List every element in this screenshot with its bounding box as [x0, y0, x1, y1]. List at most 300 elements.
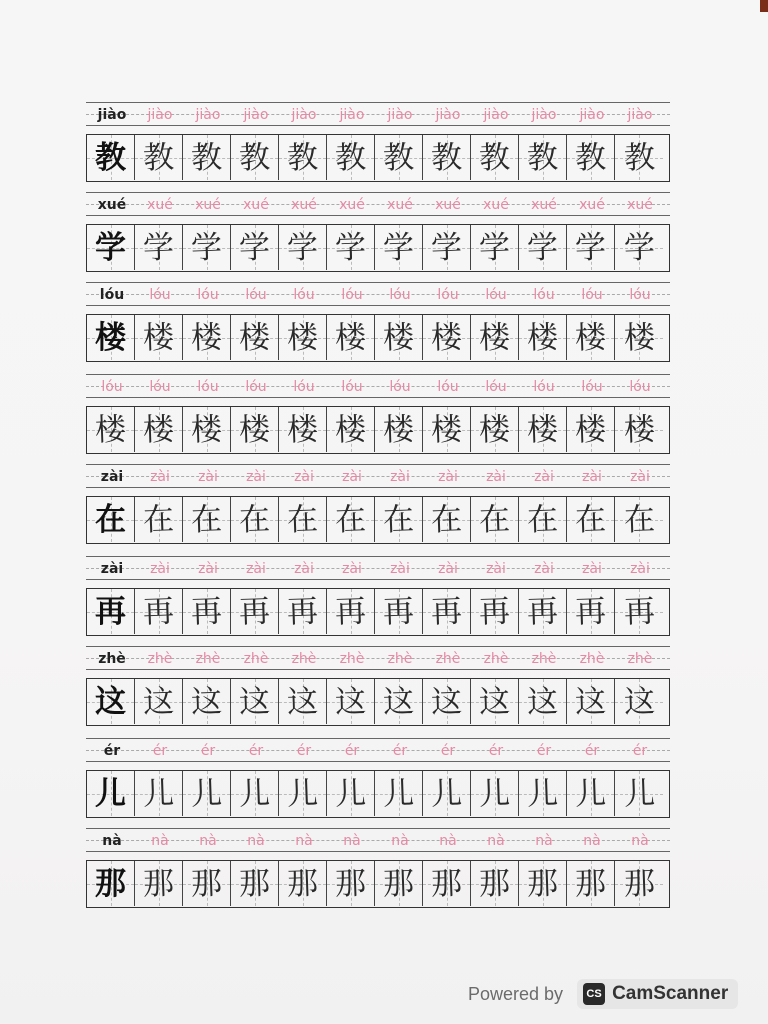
pinyin-trace: jiào — [483, 107, 509, 123]
handwritten-character: 再 — [286, 592, 319, 631]
pinyin-trace: jiào — [147, 107, 173, 123]
handwritten-character: 儿 — [190, 774, 223, 813]
character-cell — [231, 589, 279, 634]
pinyin-trace: jiào — [195, 107, 221, 123]
pinyin-trace: lóu — [629, 379, 651, 395]
character-cell — [615, 679, 663, 724]
handwritten-character: 这 — [382, 682, 415, 721]
character-cell — [135, 135, 183, 180]
pinyin-band — [86, 192, 670, 216]
character-cell — [87, 589, 135, 634]
character-cell — [87, 497, 135, 542]
handwritten-character: 在 — [238, 500, 271, 539]
character-grid — [86, 406, 670, 454]
handwritten-character: 楼 — [334, 318, 367, 357]
character-cell — [183, 407, 231, 452]
pinyin-trace: zhè — [435, 651, 461, 667]
model-character: 在 — [95, 501, 126, 538]
pinyin-trace: zhè — [387, 651, 413, 667]
handwritten-character: 那 — [622, 864, 656, 903]
scanner-watermark — [468, 976, 738, 1012]
handwritten-character: 这 — [478, 682, 511, 721]
character-cell — [471, 771, 519, 816]
handwritten-character: 教 — [238, 138, 271, 177]
pinyin-model: jiào — [97, 107, 127, 123]
handwritten-character: 再 — [142, 592, 175, 631]
character-cell — [327, 315, 375, 360]
handwritten-character: 再 — [238, 592, 271, 631]
model-character: 那 — [95, 865, 126, 902]
character-cell — [519, 407, 567, 452]
pinyin-model: ér — [103, 743, 121, 759]
character-cell — [327, 407, 375, 452]
handwritten-character: 那 — [190, 864, 223, 903]
handwritten-character: 在 — [622, 500, 656, 539]
handwritten-character: 儿 — [334, 774, 367, 813]
character-cell — [87, 225, 135, 270]
character-cell — [567, 315, 615, 360]
character-cell — [231, 225, 279, 270]
handwritten-character: 教 — [622, 138, 656, 177]
character-grid — [86, 496, 670, 544]
character-cell — [567, 135, 615, 180]
character-cell — [423, 679, 471, 724]
character-cell — [135, 225, 183, 270]
character-cell — [567, 589, 615, 634]
pinyin-trace: lóu — [437, 379, 459, 395]
handwritten-character: 再 — [526, 592, 559, 631]
handwritten-character: 学 — [526, 228, 559, 267]
handwritten-character: 这 — [286, 682, 319, 721]
character-cell — [375, 315, 423, 360]
pinyin-trace: zài — [342, 469, 362, 485]
pinyin-trace: zhè — [195, 651, 221, 667]
pinyin-trace: ér — [440, 743, 456, 759]
character-cell — [279, 589, 327, 634]
pinyin-trace: ér — [248, 743, 264, 759]
model-character: 儿 — [95, 775, 126, 812]
handwritten-character: 这 — [238, 682, 271, 721]
pinyin-trace: lóu — [533, 379, 555, 395]
practice-row — [86, 278, 670, 368]
handwritten-character: 在 — [190, 500, 223, 539]
model-character: 学 — [95, 229, 126, 266]
character-cell — [615, 135, 663, 180]
handwritten-character: 楼 — [190, 318, 223, 357]
character-cell — [327, 861, 375, 906]
character-cell — [183, 315, 231, 360]
handwritten-character: 学 — [478, 228, 511, 267]
character-cell — [183, 861, 231, 906]
pinyin-trace: xué — [339, 197, 365, 213]
powered-by-text: Powered by — [468, 983, 564, 1004]
handwritten-character: 儿 — [574, 774, 607, 813]
pinyin-band — [86, 282, 670, 306]
character-cell — [231, 135, 279, 180]
handwritten-character: 在 — [430, 500, 463, 539]
pinyin-trace: zhè — [579, 651, 605, 667]
pinyin-trace: ér — [536, 743, 552, 759]
pinyin-trace: zài — [198, 561, 218, 577]
character-cell — [615, 225, 663, 270]
handwritten-character: 教 — [478, 138, 511, 177]
handwritten-character: 在 — [334, 500, 367, 539]
character-cell — [519, 861, 567, 906]
character-cell — [135, 771, 183, 816]
character-cell — [423, 225, 471, 270]
pinyin-trace: lóu — [197, 287, 219, 303]
handwritten-character: 楼 — [430, 318, 463, 357]
character-cell — [519, 589, 567, 634]
pinyin-trace: nà — [535, 833, 553, 849]
character-cell — [183, 679, 231, 724]
character-cell — [375, 497, 423, 542]
practice-row — [86, 642, 670, 732]
pinyin-trace: xué — [195, 197, 221, 213]
pinyin-trace: zài — [438, 469, 458, 485]
pinyin-trace: jiào — [435, 107, 461, 123]
handwritten-character: 儿 — [382, 774, 415, 813]
pinyin-trace: lóu — [149, 379, 171, 395]
handwritten-character: 学 — [382, 228, 415, 267]
pinyin-trace: ér — [584, 743, 600, 759]
pinyin-trace: xué — [291, 197, 317, 213]
pinyin-trace: nà — [439, 833, 457, 849]
pinyin-model: zài — [100, 561, 124, 577]
practice-row — [86, 552, 670, 642]
practice-row — [86, 460, 670, 550]
character-grid — [86, 314, 670, 362]
pinyin-trace: zài — [582, 469, 602, 485]
pinyin-trace: nà — [247, 833, 265, 849]
handwritten-character: 那 — [382, 864, 415, 903]
handwritten-character: 那 — [334, 864, 367, 903]
pinyin-trace: nà — [151, 833, 169, 849]
pinyin-trace: xué — [147, 197, 173, 213]
practice-row — [86, 824, 670, 914]
character-cell — [231, 679, 279, 724]
pinyin-trace: zài — [486, 469, 506, 485]
character-cell — [471, 315, 519, 360]
pinyin-trace: zhè — [243, 651, 269, 667]
character-cell — [279, 407, 327, 452]
camscanner-badge — [577, 979, 738, 1009]
pinyin-trace: zài — [486, 561, 506, 577]
character-cell — [519, 771, 567, 816]
pinyin-trace: jiào — [339, 107, 365, 123]
handwritten-character: 这 — [622, 682, 656, 721]
pinyin-trace: zài — [390, 561, 410, 577]
character-cell — [327, 679, 375, 724]
character-cell — [87, 771, 135, 816]
character-cell — [375, 589, 423, 634]
handwritten-character: 教 — [286, 138, 319, 177]
handwritten-character: 那 — [430, 864, 463, 903]
pinyin-trace: lóu — [389, 379, 411, 395]
pinyin-trace: zài — [150, 469, 170, 485]
character-cell — [471, 589, 519, 634]
handwritten-character: 在 — [526, 500, 559, 539]
pinyin-band — [86, 738, 670, 762]
handwritten-character: 楼 — [94, 410, 127, 449]
handwritten-character: 教 — [382, 138, 415, 177]
handwritten-character: 楼 — [334, 410, 367, 449]
handwritten-character: 楼 — [142, 318, 175, 357]
handwritten-character: 那 — [238, 864, 271, 903]
pinyin-trace: ér — [488, 743, 504, 759]
character-cell — [279, 225, 327, 270]
character-cell — [471, 497, 519, 542]
character-cell — [87, 861, 135, 906]
pinyin-trace: zài — [534, 561, 554, 577]
pinyin-trace: ér — [152, 743, 168, 759]
pinyin-trace: jiào — [243, 107, 269, 123]
pinyin-trace: lóu — [485, 379, 507, 395]
pinyin-trace: xué — [243, 197, 269, 213]
character-cell — [519, 135, 567, 180]
character-cell — [423, 771, 471, 816]
practice-row — [86, 188, 670, 278]
pinyin-trace: jiào — [531, 107, 557, 123]
pinyin-trace: xué — [435, 197, 461, 213]
pinyin-trace: lóu — [389, 287, 411, 303]
character-grid — [86, 588, 670, 636]
handwritten-character: 楼 — [286, 410, 319, 449]
pinyin-trace: jiào — [387, 107, 413, 123]
pinyin-band — [86, 374, 670, 398]
pinyin-trace: ér — [200, 743, 216, 759]
handwritten-character: 再 — [334, 592, 367, 631]
character-cell — [375, 771, 423, 816]
pinyin-trace: ér — [296, 743, 312, 759]
character-cell — [567, 771, 615, 816]
character-cell — [135, 407, 183, 452]
pinyin-trace: xué — [531, 197, 557, 213]
character-cell — [471, 407, 519, 452]
pinyin-trace: zài — [294, 561, 314, 577]
pinyin-trace: lóu — [437, 287, 459, 303]
handwritten-character: 学 — [190, 228, 223, 267]
handwritten-character: 在 — [574, 500, 607, 539]
character-cell — [471, 135, 519, 180]
character-cell — [375, 225, 423, 270]
camscanner-logo-icon: CS — [583, 983, 605, 1005]
pinyin-trace: nà — [631, 833, 649, 849]
handwritten-character: 教 — [190, 138, 223, 177]
handwritten-character: 教 — [574, 138, 607, 177]
handwritten-character: 楼 — [238, 318, 271, 357]
pinyin-trace: zài — [342, 561, 362, 577]
character-cell — [423, 861, 471, 906]
pinyin-trace: zhè — [339, 651, 365, 667]
pinyin-trace: lóu — [485, 287, 507, 303]
handwritten-character: 教 — [430, 138, 463, 177]
pinyin-trace: nà — [583, 833, 601, 849]
pinyin-trace: lóu — [245, 287, 267, 303]
character-cell — [135, 589, 183, 634]
character-cell — [183, 135, 231, 180]
character-cell — [327, 497, 375, 542]
character-cell — [615, 861, 663, 906]
pinyin-model: zài — [100, 469, 124, 485]
character-cell — [135, 679, 183, 724]
handwritten-character: 那 — [142, 864, 175, 903]
handwritten-character: 教 — [142, 138, 175, 177]
handwritten-character: 楼 — [526, 318, 559, 357]
handwritten-character: 学 — [574, 228, 607, 267]
handwritten-character: 再 — [574, 592, 607, 631]
handwritten-character: 再 — [430, 592, 463, 631]
character-cell — [615, 771, 663, 816]
pinyin-trace: lóu — [245, 379, 267, 395]
pinyin-trace: jiào — [291, 107, 317, 123]
character-cell — [183, 497, 231, 542]
model-character: 这 — [95, 683, 126, 720]
pinyin-trace: zhè — [291, 651, 317, 667]
character-cell — [279, 679, 327, 724]
character-cell — [471, 679, 519, 724]
pinyin-trace: zài — [150, 561, 170, 577]
handwritten-character: 再 — [622, 592, 656, 631]
handwritten-character: 儿 — [526, 774, 559, 813]
character-grid — [86, 678, 670, 726]
pinyin-band — [86, 464, 670, 488]
handwritten-character: 儿 — [286, 774, 319, 813]
handwritten-character: 楼 — [526, 410, 559, 449]
character-cell — [423, 589, 471, 634]
handwritten-character: 在 — [286, 500, 319, 539]
handwritten-character: 那 — [574, 864, 607, 903]
character-cell — [423, 135, 471, 180]
character-cell — [519, 315, 567, 360]
character-cell — [231, 497, 279, 542]
handwritten-character: 楼 — [574, 410, 607, 449]
handwritten-character: 教 — [526, 138, 559, 177]
character-cell — [471, 225, 519, 270]
character-cell — [375, 679, 423, 724]
character-cell — [87, 679, 135, 724]
character-cell — [231, 861, 279, 906]
handwritten-character: 楼 — [286, 318, 319, 357]
handwritten-character: 再 — [190, 592, 223, 631]
pinyin-band — [86, 556, 670, 580]
pinyin-trace: zài — [438, 561, 458, 577]
character-cell — [567, 407, 615, 452]
pinyin-trace: nà — [487, 833, 505, 849]
character-cell — [327, 135, 375, 180]
pinyin-trace: nà — [391, 833, 409, 849]
character-cell — [327, 589, 375, 634]
handwritten-character: 楼 — [430, 410, 463, 449]
pinyin-trace: lóu — [629, 287, 651, 303]
pinyin-trace: lóu — [581, 379, 603, 395]
handwritten-character: 楼 — [478, 318, 511, 357]
character-cell — [519, 679, 567, 724]
character-cell — [279, 315, 327, 360]
pinyin-trace: zài — [630, 469, 650, 485]
handwritten-character: 在 — [382, 500, 415, 539]
pinyin-trace: zài — [534, 469, 554, 485]
handwritten-character: 儿 — [238, 774, 271, 813]
pinyin-model: nà — [102, 833, 122, 849]
pinyin-trace: lóu — [533, 287, 555, 303]
handwritten-character: 楼 — [478, 410, 511, 449]
pinyin-trace: xué — [579, 197, 605, 213]
handwritten-character: 楼 — [622, 410, 656, 449]
character-cell — [615, 589, 663, 634]
handwritten-character: 那 — [526, 864, 559, 903]
character-grid — [86, 770, 670, 818]
handwritten-character: 那 — [478, 864, 511, 903]
model-character: 再 — [95, 593, 126, 630]
character-cell — [231, 771, 279, 816]
handwritten-character: 学 — [238, 228, 271, 267]
character-cell — [519, 497, 567, 542]
pinyin-trace: jiào — [579, 107, 605, 123]
character-cell — [231, 315, 279, 360]
pinyin-trace: nà — [295, 833, 313, 849]
handwritten-character: 儿 — [142, 774, 175, 813]
pinyin-trace: lóu — [341, 379, 363, 395]
character-cell — [567, 861, 615, 906]
pinyin-trace: lóu — [101, 379, 123, 395]
pinyin-trace: zhè — [531, 651, 557, 667]
pinyin-trace: lóu — [293, 287, 315, 303]
pinyin-trace: lóu — [341, 287, 363, 303]
pinyin-band — [86, 102, 670, 126]
character-cell — [471, 861, 519, 906]
practice-row — [86, 734, 670, 824]
pinyin-trace: zhè — [147, 651, 173, 667]
pinyin-model: xué — [97, 197, 127, 213]
pinyin-trace: zài — [582, 561, 602, 577]
pinyin-trace: zhè — [627, 651, 653, 667]
character-cell — [87, 135, 135, 180]
pinyin-trace: ér — [632, 743, 648, 759]
handwritten-character: 学 — [286, 228, 319, 267]
practice-row — [86, 370, 670, 460]
handwritten-character: 这 — [334, 682, 367, 721]
model-character: 教 — [95, 139, 126, 176]
handwritten-character: 学 — [430, 228, 463, 267]
character-cell — [183, 589, 231, 634]
handwritten-character: 楼 — [574, 318, 607, 357]
pinyin-trace: lóu — [293, 379, 315, 395]
character-cell — [615, 315, 663, 360]
character-cell — [183, 225, 231, 270]
character-cell — [567, 497, 615, 542]
character-cell — [327, 225, 375, 270]
pinyin-trace: zài — [246, 469, 266, 485]
handwritten-character: 楼 — [382, 318, 415, 357]
character-cell — [423, 497, 471, 542]
pinyin-trace: lóu — [197, 379, 219, 395]
character-cell — [375, 861, 423, 906]
pinyin-band — [86, 646, 670, 670]
handwritten-character: 这 — [190, 682, 223, 721]
character-cell — [375, 135, 423, 180]
handwritten-character: 学 — [622, 228, 656, 267]
handwritten-character: 这 — [526, 682, 559, 721]
pinyin-trace: xué — [627, 197, 653, 213]
character-cell — [279, 135, 327, 180]
character-cell — [135, 497, 183, 542]
handwritten-character: 这 — [430, 682, 463, 721]
character-cell — [87, 315, 135, 360]
pinyin-trace: zhè — [483, 651, 509, 667]
handwritten-character: 楼 — [622, 318, 656, 357]
handwritten-character: 再 — [382, 592, 415, 631]
